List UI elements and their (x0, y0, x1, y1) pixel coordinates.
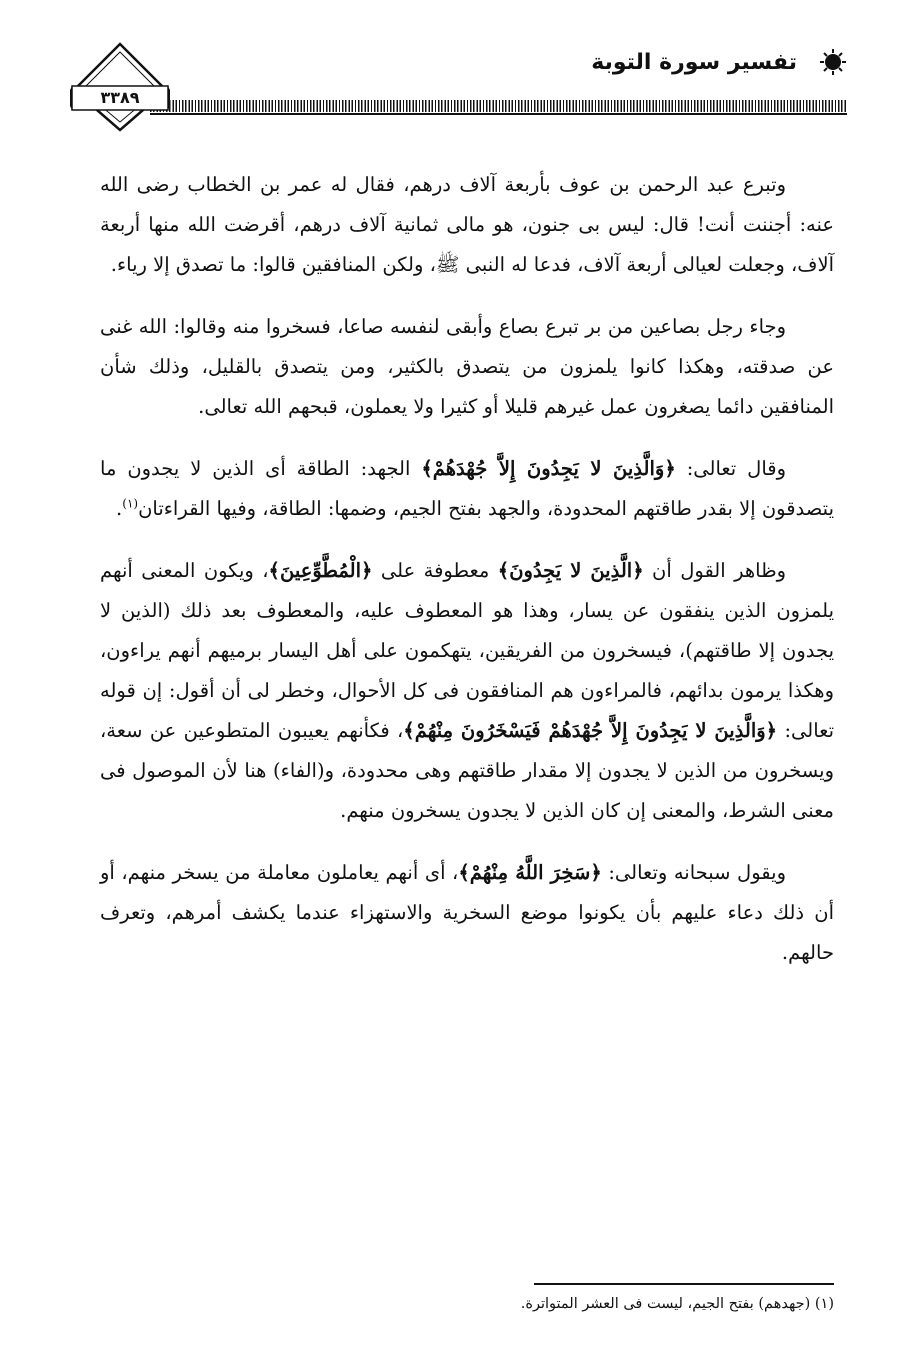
text-segment: ، أى أنهم يعاملون معاملة من يسخر منهم، أو أن ذلك دعاء عليهم بأن يكونوا موضع السخرية والاستهزاء عندما يكشف أمرهم، وتعرف حالهم. (100, 861, 834, 964)
paragraph-5 (100, 853, 834, 973)
main-text (100, 165, 834, 995)
text-segment: ويقول سبحانه وتعالى: (608, 861, 786, 884)
page-number: ٣٣٨٩ (100, 88, 140, 107)
paragraph-1: وتبرع عبد الرحمن بن عوف بأربعة آلاف درهم، فقال له عمر بن الخطاب رضى الله عنه: أجننت أنت! قال: ليس بى جنون، هو مالى ثمانية آلاف درهم، أقرضت الله منها أربعة آلاف، وجعلت لعيالى أربعة آلاف، فدعا له النبى ﷺ، ولكن المنافقين قالوا: ما تصدق إلا رياء. (100, 173, 834, 276)
text-segment: ، فكأنهم يعيبون المتطوعين عن سعة، ويسخرون من الذين لا يجدون إلا مقدار طاقتهم وهى محدودة، و(الفاء) هنا لأن الموصول فى معنى الشرط، والمعنى إن كان الذين لا يجدون يسخرون منهم. (100, 719, 834, 822)
page-header (70, 40, 847, 130)
quran-verse: ﴿سَخِرَ اللَّهُ مِنْهُمْ﴾ (458, 861, 602, 884)
footnote: (١) (جهدهم) بفتح الجيم، ليست فى العشر المتواترة. (520, 1296, 834, 1312)
header-rule (150, 100, 847, 112)
text-segment: معطوفة على (380, 559, 490, 582)
quran-verse: ﴿وَالَّذِينَ لا يَجِدُونَ إِلاَّ جُهْدَهُمْ فَيَسْخَرُونَ مِنْهُمْ﴾ (403, 719, 778, 742)
text-segment: الجهد: الطاقة أى الذين لا يجدون ما يتصدقون إلا بقدر طاقتهم المحدودة، والجهد بفتح الجيم، وضمها: الطاقة، وفيها القراءتان (100, 457, 834, 520)
footnote-divider (534, 1283, 834, 1285)
text-segment: ، ويكون المعنى أنهم يلمزون الذين ينفقون عن يسار، وهذا هو المعطوف عليه، والمعطوف بعد ذلك (الذين لا يجدون إلا طاقتهم)، فيسخرون من الفريقين، يتهكمون على أهل اليسار برميهم أنهم يراءون، وهكذا يرمون بدائهم، فالمراءون هم المنافقون فى كل الأحوال، وخطر لى أن أقول: إن قوله تعالى: (100, 559, 835, 742)
running-title: تفسير سورة التوبة (591, 50, 797, 75)
text-segment: وقال تعالى: (686, 457, 787, 480)
paragraph-4 (100, 551, 834, 831)
quran-verse: ﴿الْمُطَّوِّعِينَ﴾ (268, 559, 373, 582)
paragraph-2: وجاء رجل بصاعين من بر تبرع بصاع وأبقى لنفسه صاعا، فسخروا منه وقالوا: الله غنى عن صدقته، وهكذا كانوا يلمزون من يتصدق بالكثير، ومن يتصدق بالقليل، وذلك شأن المنافقين دائما يصغرون عمل غيرهم قليلا أو كثيرا ولا يعملون، قبحهم الله تعالى. (100, 315, 834, 418)
page-number-badge-icon (70, 40, 170, 132)
footnote-reference[interactable]: (١) (122, 496, 139, 511)
paragraph-3 (100, 449, 834, 529)
text-segment: وظاهر القول أن (652, 559, 787, 582)
text-segment: . (116, 497, 123, 520)
quran-verse: ﴿الَّذِينَ لا يَجِدُونَ﴾ (497, 559, 644, 582)
quran-verse: ﴿وَالَّذِينَ لا يَجِدُونَ إِلاَّ جُهْدَهُمْ﴾ (421, 457, 676, 480)
ornament-icon (819, 48, 847, 76)
